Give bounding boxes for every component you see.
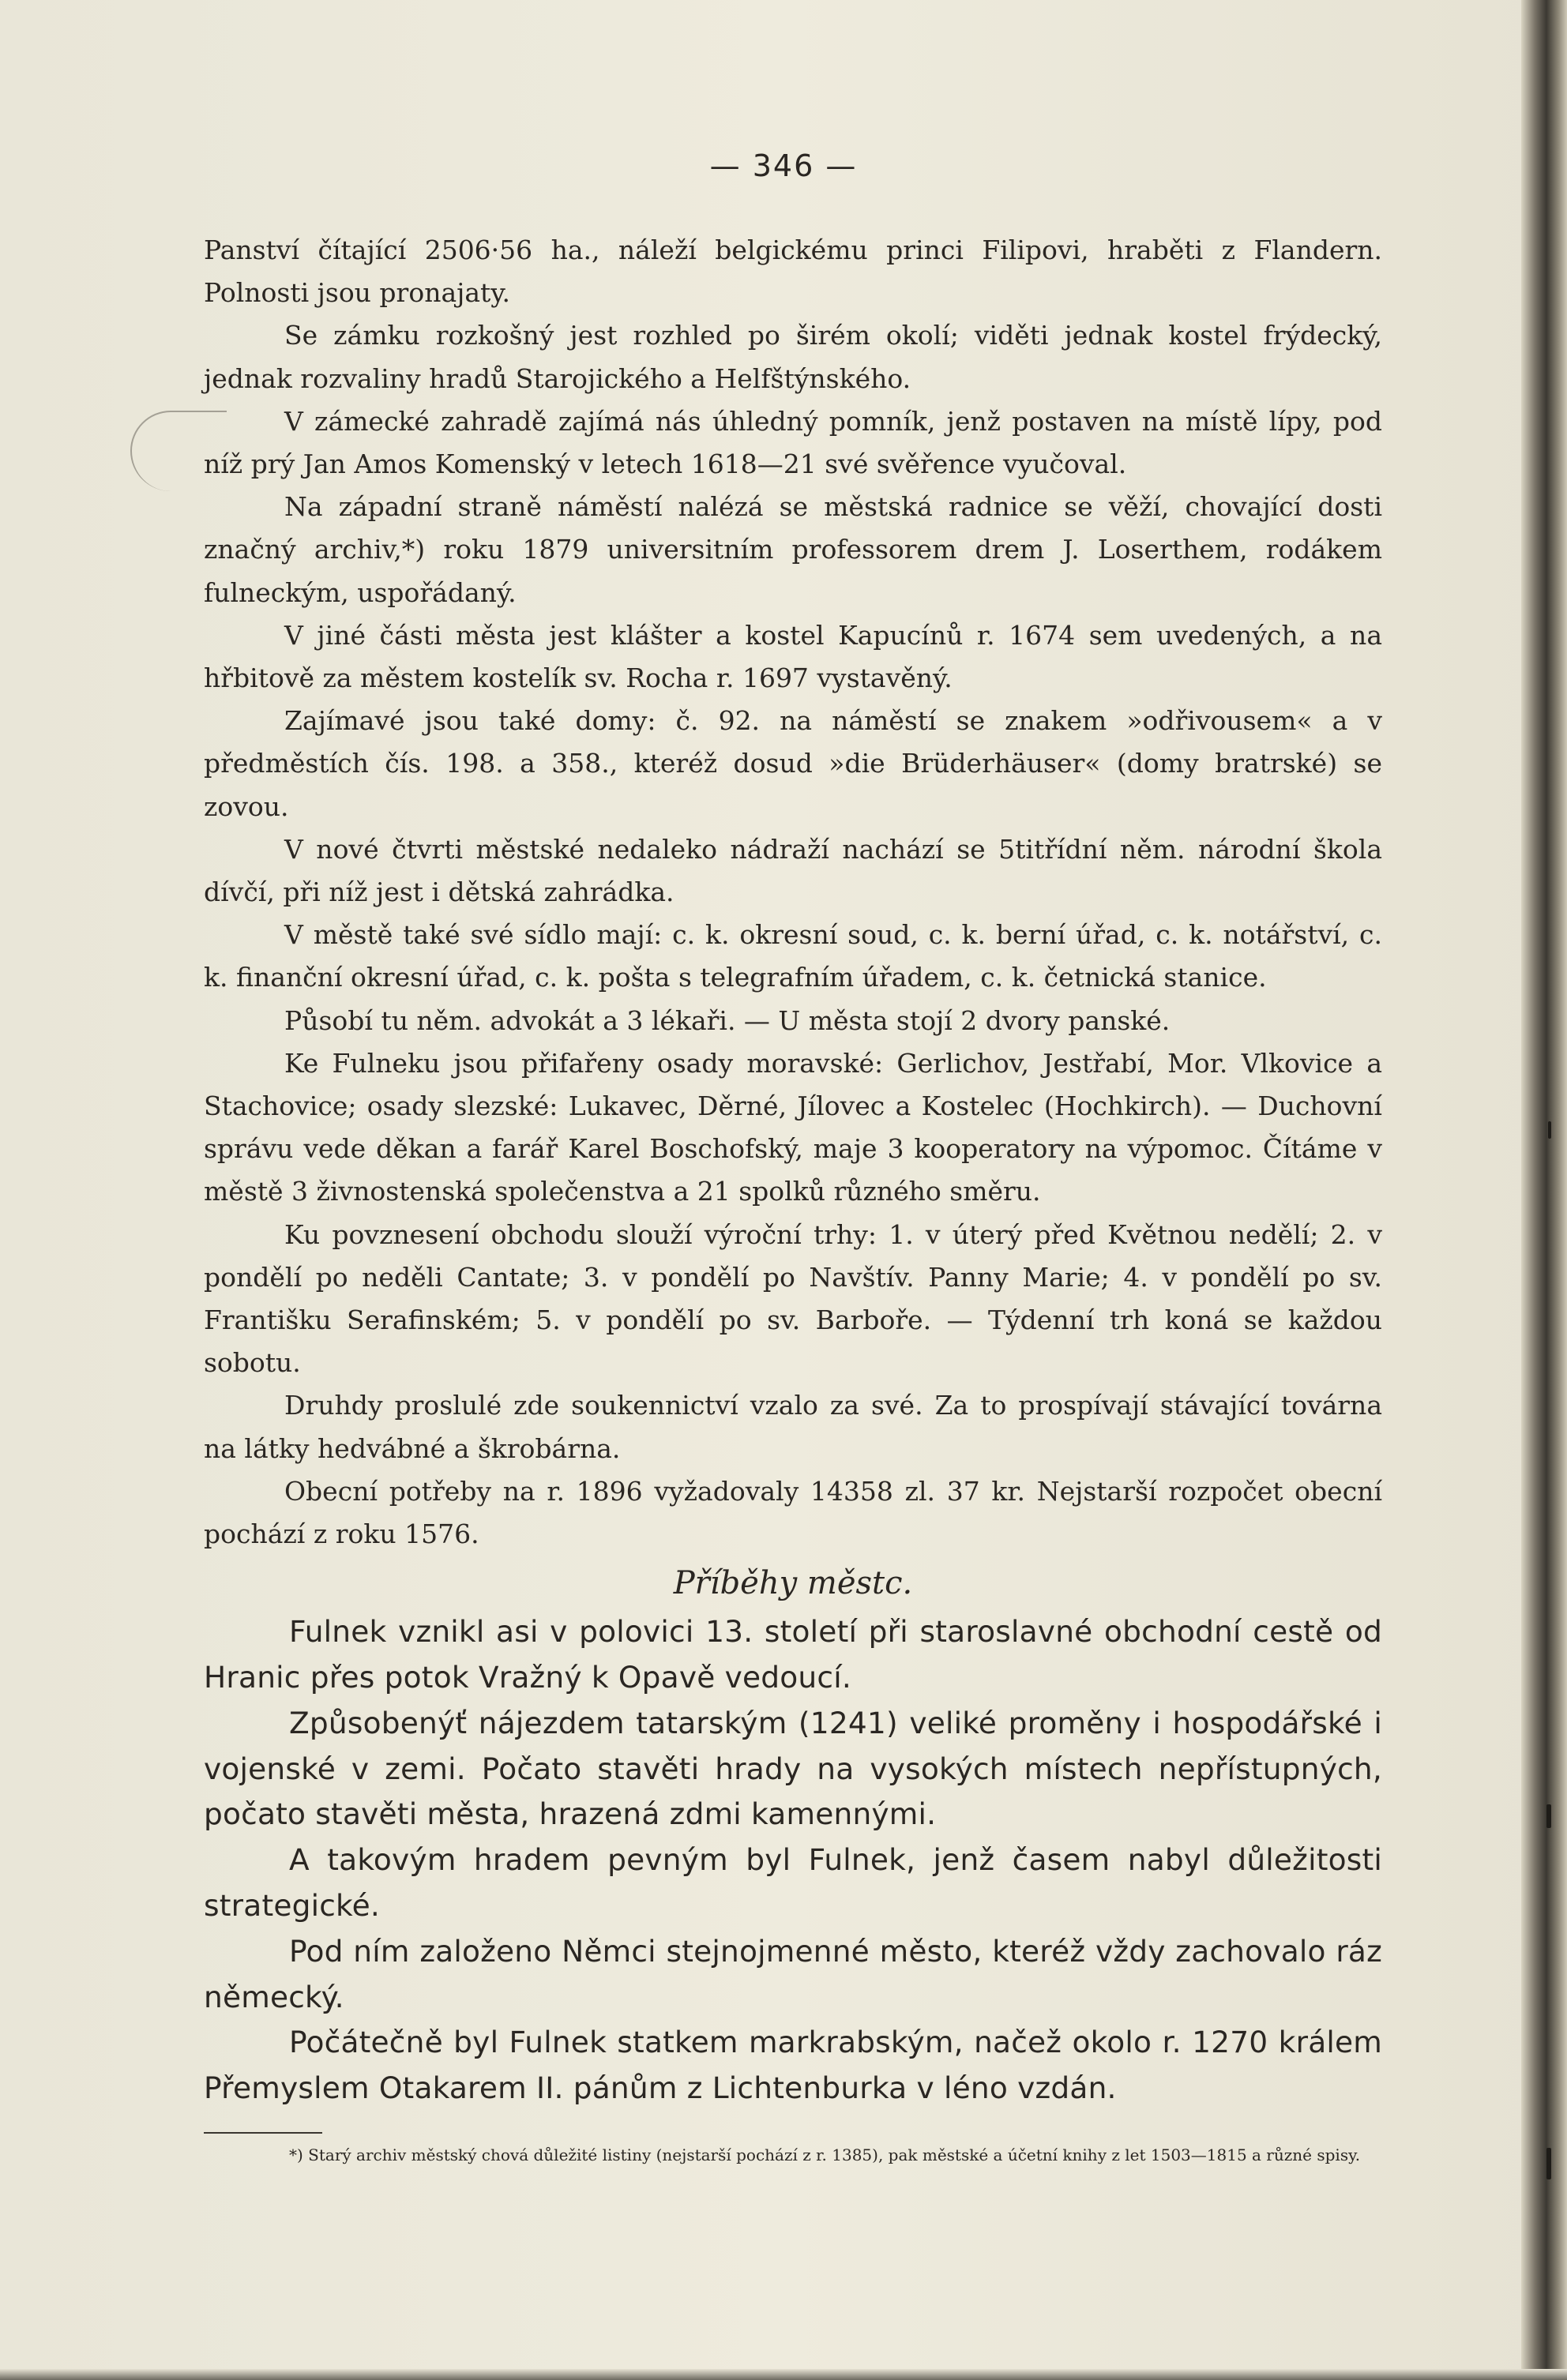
- paragraph: Se zámku rozkošný jest rozhled po širém okolí; viděti jednak kostel frýdecký, jednak rozvaliny hradů Starojického a Helfštýnského.: [204, 320, 1382, 394]
- edge-mark: [1546, 2148, 1551, 2179]
- paragraph: Panství čítající 2506·56 ha., náleží belgickému princi Filipovi, hraběti z Flandern. Polnosti jsou pronajaty.: [204, 235, 1382, 309]
- page-bottom-edge: [0, 2369, 1567, 2380]
- paragraph: Ku povznesení obchodu slouží výroční trhy: 1. v úterý před Květnou nedělí; 2. v pondělí po neděli Cantate; 3. v pondělí po Navštív. Panny Marie; 4. v pondělí po sv. Františku Serafinském; 5. v pondělí po sv. Barboře. — Týdenní trh koná se každou sobotu.: [204, 1218, 1382, 1379]
- paragraph: Zajímavé jsou také domy: č. 92. na náměstí se znakem »odřivousem« a v předměstích čís. 198. a 358., kteréž dosud »die Brüderhäuser« (domy bratrské) se zovou.: [204, 705, 1382, 822]
- paragraph: V městě také své sídlo mají: c. k. okresní soud, c. k. berní úřad, c. k. notářství, c. k. finanční okresní úřad, c. k. pošta s telegrafním úřadem, c. k. četnická stanice.: [204, 919, 1382, 993]
- section-paragraph: Pod ním založeno Němci stejnojmenné město, kteréž vždy zachovalo ráz německý.: [204, 1933, 1382, 2014]
- page-body: [204, 229, 1382, 2168]
- paragraph: Ke Fulneku jsou přifařeny osady moravské: Gerlichov, Jestřabí, Mor. Vlkovice a Stachovice; osady slezské: Lukavec, Děrné, Jílovec a Kostelec (Hochkirch). — Duchovní správu vede děkan a farář Karel Boschofský, maje 3 kooperatory na výpomoc. Čítáme v městě 3 živnostenská společenstva a 21 spolků různého směru.: [204, 1047, 1382, 1207]
- paragraph: V zámecké zahradě zajímá nás úhledný pomník, jenž postaven na místě lípy, pod níž prý Jan Amos Komenský v letech 1618—21 své svěřence vyučoval.: [204, 405, 1382, 480]
- paragraph: Na západní straně náměstí nalézá se městská radnice se věží, chovající dosti značný archiv,*) roku 1879 universitním professorem drem J. Loserthem, rodákem fulneckým, uspořádaný.: [204, 491, 1382, 608]
- paragraph: Druhdy proslulé zde soukennictví vzalo za své. Za to prospívají stávající továrna na látky hedvábné a škrobárna.: [204, 1390, 1382, 1464]
- book-spine-edge: [1521, 0, 1567, 2380]
- footnote: [204, 2142, 1382, 2168]
- paragraph: V jiné části města jest klášter a kostel Kapucínů r. 1674 sem uvedených, a na hřbitově za městem kostelík sv. Rocha r. 1697 vystavěný.: [204, 619, 1382, 694]
- section-paragraph: Počátečně byl Fulnek statkem markrabským, načež okolo r. 1270 králem Přemyslem Otakarem II. pánům z Lichtenburka v léno vzdán.: [204, 2025, 1382, 2106]
- section-body: [204, 1609, 1382, 2112]
- edge-mark: [1546, 1804, 1551, 1828]
- section-paragraph: Fulnek vznikl asi v polovici 13. století při staroslavné obchodní cestě od Hranic přes potok Vražný k Opavě vedoucí.: [204, 1614, 1382, 1695]
- page-number: — 346 —: [709, 148, 858, 183]
- paragraph: V nové čtvrti městské nedaleko nádraží nachází se 5titřídní něm. národní škola dívčí, při níž jest i dětská zahrádka.: [204, 833, 1382, 908]
- section-heading: Příběhy městc.: [673, 1565, 913, 1602]
- footnote-divider: [204, 2132, 322, 2134]
- footnote-text: *) Starý archiv městský chová důležité listiny (nejstarší pochází z r. 1385), pak městské a účetní knihy z let 1503—1815 a různé spisy.: [289, 2145, 1361, 2165]
- paragraph: Působí tu něm. advokát a 3 lékaři. — U města stojí 2 dvory panské.: [284, 1004, 1171, 1036]
- section-paragraph: A takovým hradem pevným byl Fulnek, jenž časem nabyl důležitosti strategické.: [204, 1842, 1382, 1924]
- edge-mark: [1548, 1121, 1551, 1139]
- section-paragraph: Způsobenýť nájezdem tatarským (1241) veliké proměny i hospodářské i vojenské v zemi. Počato stavěti hrady na vysokých místech nepřístupných, počato stavěti města, hrazená zdmi kamennými.: [204, 1705, 1382, 1832]
- paragraph: Obecní potřeby na r. 1896 vyžadovaly 14358 zl. 37 kr. Nejstarší rozpočet obecní pochází z roku 1576.: [204, 1475, 1382, 1550]
